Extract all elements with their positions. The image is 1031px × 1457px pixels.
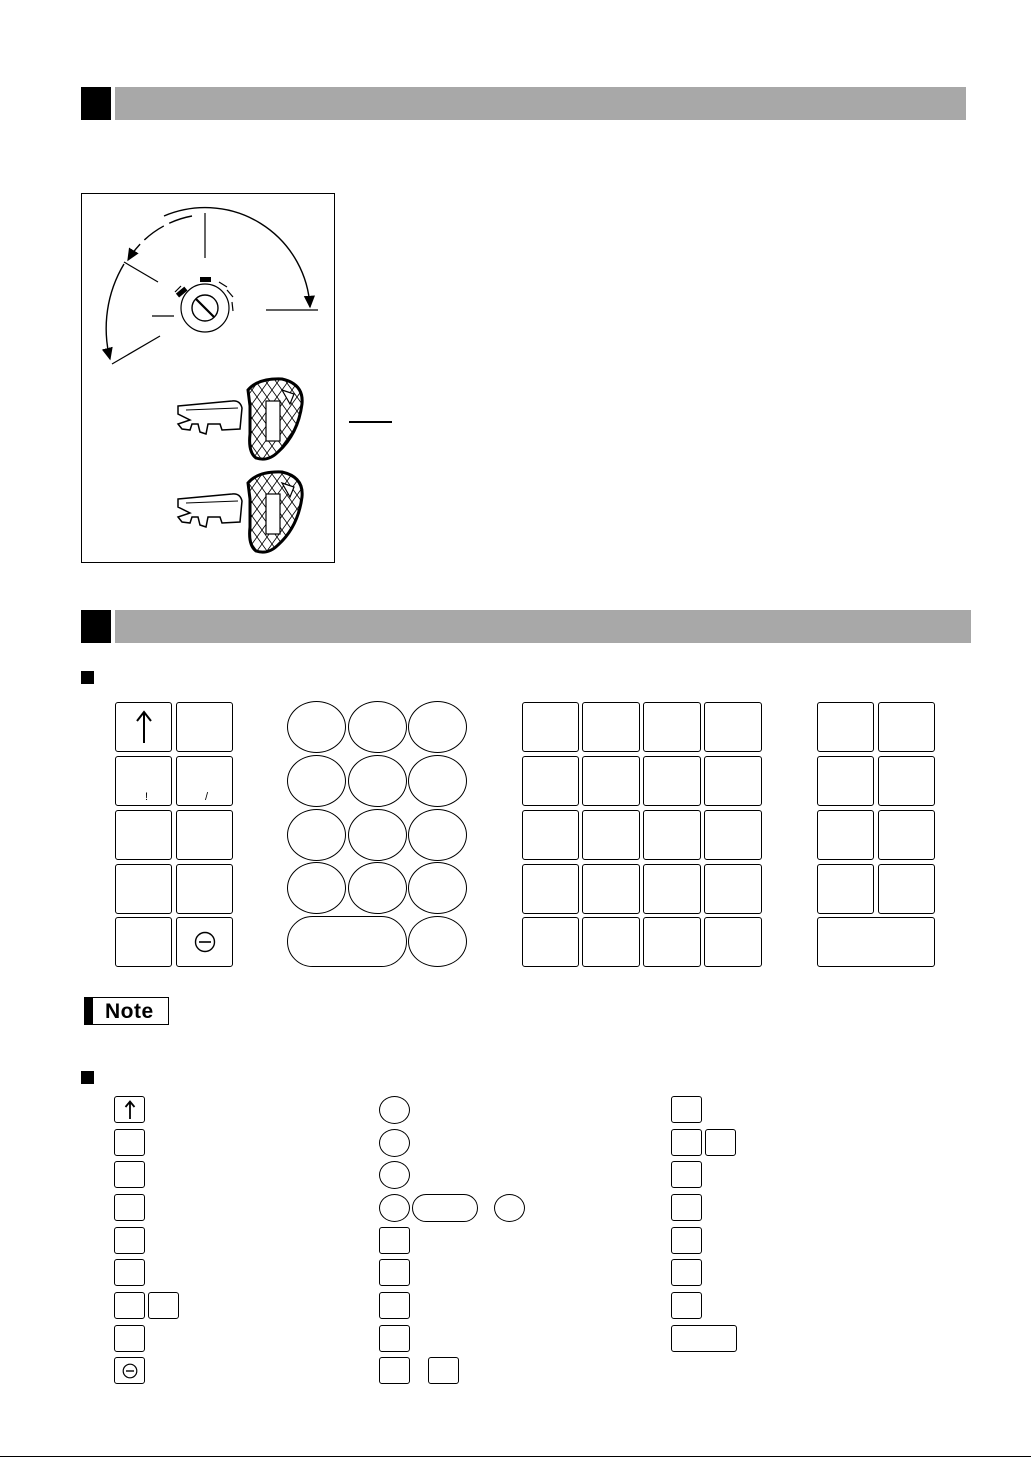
list-key-c2-9b	[428, 1357, 459, 1384]
payment-key-3-1[interactable]	[817, 810, 874, 860]
dept-key-1-3[interactable]	[643, 702, 701, 752]
payment-key-2-2[interactable]	[878, 756, 935, 806]
list-minus-key	[114, 1357, 145, 1384]
up-arrow-icon	[124, 1100, 136, 1120]
key-a-3-1[interactable]	[115, 810, 172, 860]
circled-minus-icon	[122, 1363, 138, 1379]
list-key-c3-5	[671, 1227, 702, 1254]
payment-key-1-2[interactable]	[878, 702, 935, 752]
numeric-key-2-1[interactable]	[287, 755, 346, 807]
dept-key-5-3[interactable]	[643, 917, 701, 967]
list-paper-feed-key	[114, 1096, 145, 1123]
numeric-key-wide[interactable]	[287, 916, 407, 967]
list-key-c3-8	[671, 1325, 737, 1352]
dept-key-3-3[interactable]	[643, 810, 701, 860]
subsection-1-bullet	[81, 671, 94, 684]
dept-key-1-1[interactable]	[522, 702, 579, 752]
list-key-c1-2	[114, 1129, 145, 1156]
numeric-key-1-1[interactable]	[287, 701, 346, 753]
payment-key-4-1[interactable]	[817, 864, 874, 914]
subsection-2-bullet	[81, 1071, 94, 1084]
list-key-c2-1	[379, 1096, 410, 1124]
dept-key-3-2[interactable]	[582, 810, 640, 860]
payment-key-1-1[interactable]	[817, 702, 874, 752]
numeric-key-2-3[interactable]	[408, 755, 467, 807]
list-key-c2-7	[379, 1292, 410, 1319]
numeric-key-1-3[interactable]	[408, 701, 467, 753]
circled-minus-icon	[194, 931, 216, 953]
dept-key-4-1[interactable]	[522, 864, 579, 914]
arc-lower-left	[106, 264, 124, 359]
dept-key-1-4[interactable]	[704, 702, 762, 752]
key-a-2-2[interactable]	[176, 756, 233, 806]
section-1-header-bar	[115, 87, 966, 120]
mode-switch-figure	[81, 193, 335, 563]
numeric-key-3-2[interactable]	[348, 809, 407, 861]
key-callout-line	[349, 421, 392, 423]
numeric-key-4-3[interactable]	[408, 862, 467, 914]
paper-feed-key[interactable]	[115, 702, 172, 752]
section-2-marker	[81, 610, 111, 643]
key-1	[178, 379, 302, 459]
list-key-c2-4b	[412, 1194, 478, 1222]
list-key-c2-8	[379, 1325, 410, 1352]
list-key-c2-9a	[379, 1357, 410, 1384]
dept-key-4-2[interactable]	[582, 864, 640, 914]
list-key-c3-2a	[671, 1129, 702, 1156]
dept-key-5-1[interactable]	[522, 917, 579, 967]
dept-key-2-1[interactable]	[522, 756, 579, 806]
list-key-c3-1	[671, 1096, 702, 1123]
list-key-c3-2b	[705, 1129, 736, 1156]
payment-key-wide[interactable]	[817, 917, 935, 967]
section-2-header-bar	[115, 610, 971, 643]
list-key-c3-4	[671, 1194, 702, 1221]
numeric-key-5-3[interactable]	[408, 916, 467, 967]
dept-key-1-2[interactable]	[582, 702, 640, 752]
note-badge	[84, 997, 169, 1025]
mode-switch-diagram	[82, 194, 336, 564]
dept-key-2-3[interactable]	[643, 756, 701, 806]
up-arrow-icon	[134, 709, 154, 745]
list-key-c1-4	[114, 1194, 145, 1221]
key-a-2-1[interactable]	[115, 756, 172, 806]
list-key-c2-6	[379, 1259, 410, 1286]
dept-key-4-4[interactable]	[704, 864, 762, 914]
numeric-key-2-2[interactable]	[348, 755, 407, 807]
numeric-key-3-1[interactable]	[287, 809, 346, 861]
key-a-4-1[interactable]	[115, 864, 172, 914]
exclamation-label: !	[145, 791, 149, 803]
key-a-4-2[interactable]	[176, 864, 233, 914]
key-a-1-2[interactable]	[176, 702, 233, 752]
dept-key-2-4[interactable]	[704, 756, 762, 806]
list-key-c1-6	[114, 1259, 145, 1286]
list-key-c2-2	[379, 1129, 410, 1157]
section-1-marker	[81, 87, 111, 120]
list-key-c2-4a	[379, 1194, 410, 1222]
key-a-3-2[interactable]	[176, 810, 233, 860]
note-badge-bar	[85, 998, 93, 1024]
payment-key-3-2[interactable]	[878, 810, 935, 860]
arc-upper-left	[128, 216, 192, 260]
key-a-5-1[interactable]	[115, 917, 172, 967]
dept-key-5-4[interactable]	[704, 917, 762, 967]
dept-key-3-1[interactable]	[522, 810, 579, 860]
list-key-c2-5	[379, 1227, 410, 1254]
list-key-c1-7a	[114, 1292, 145, 1319]
payment-key-2-1[interactable]	[817, 756, 874, 806]
list-key-c2-4c	[494, 1194, 525, 1222]
numeric-key-4-2[interactable]	[348, 862, 407, 914]
list-key-c1-7b	[148, 1292, 179, 1319]
list-key-c1-5	[114, 1227, 145, 1254]
list-key-c3-7	[671, 1292, 702, 1319]
numeric-key-1-2[interactable]	[348, 701, 407, 753]
list-key-c1-3	[114, 1161, 145, 1188]
note-label: Note	[105, 1000, 154, 1023]
numeric-key-3-3[interactable]	[408, 809, 467, 861]
dept-key-3-4[interactable]	[704, 810, 762, 860]
minus-key[interactable]	[176, 917, 233, 967]
arc-clockwise	[164, 208, 310, 307]
dept-key-5-2[interactable]	[582, 917, 640, 967]
numeric-key-4-1[interactable]	[287, 862, 346, 914]
dept-key-4-3[interactable]	[643, 864, 701, 914]
slash-label: /	[205, 791, 209, 803]
list-key-c3-6	[671, 1259, 702, 1286]
dept-key-2-2[interactable]	[582, 756, 640, 806]
list-key-c2-3	[379, 1161, 410, 1189]
list-key-c1-8	[114, 1325, 145, 1352]
key-2	[178, 472, 302, 552]
payment-key-4-2[interactable]	[878, 864, 935, 914]
list-key-c3-3	[671, 1161, 702, 1188]
